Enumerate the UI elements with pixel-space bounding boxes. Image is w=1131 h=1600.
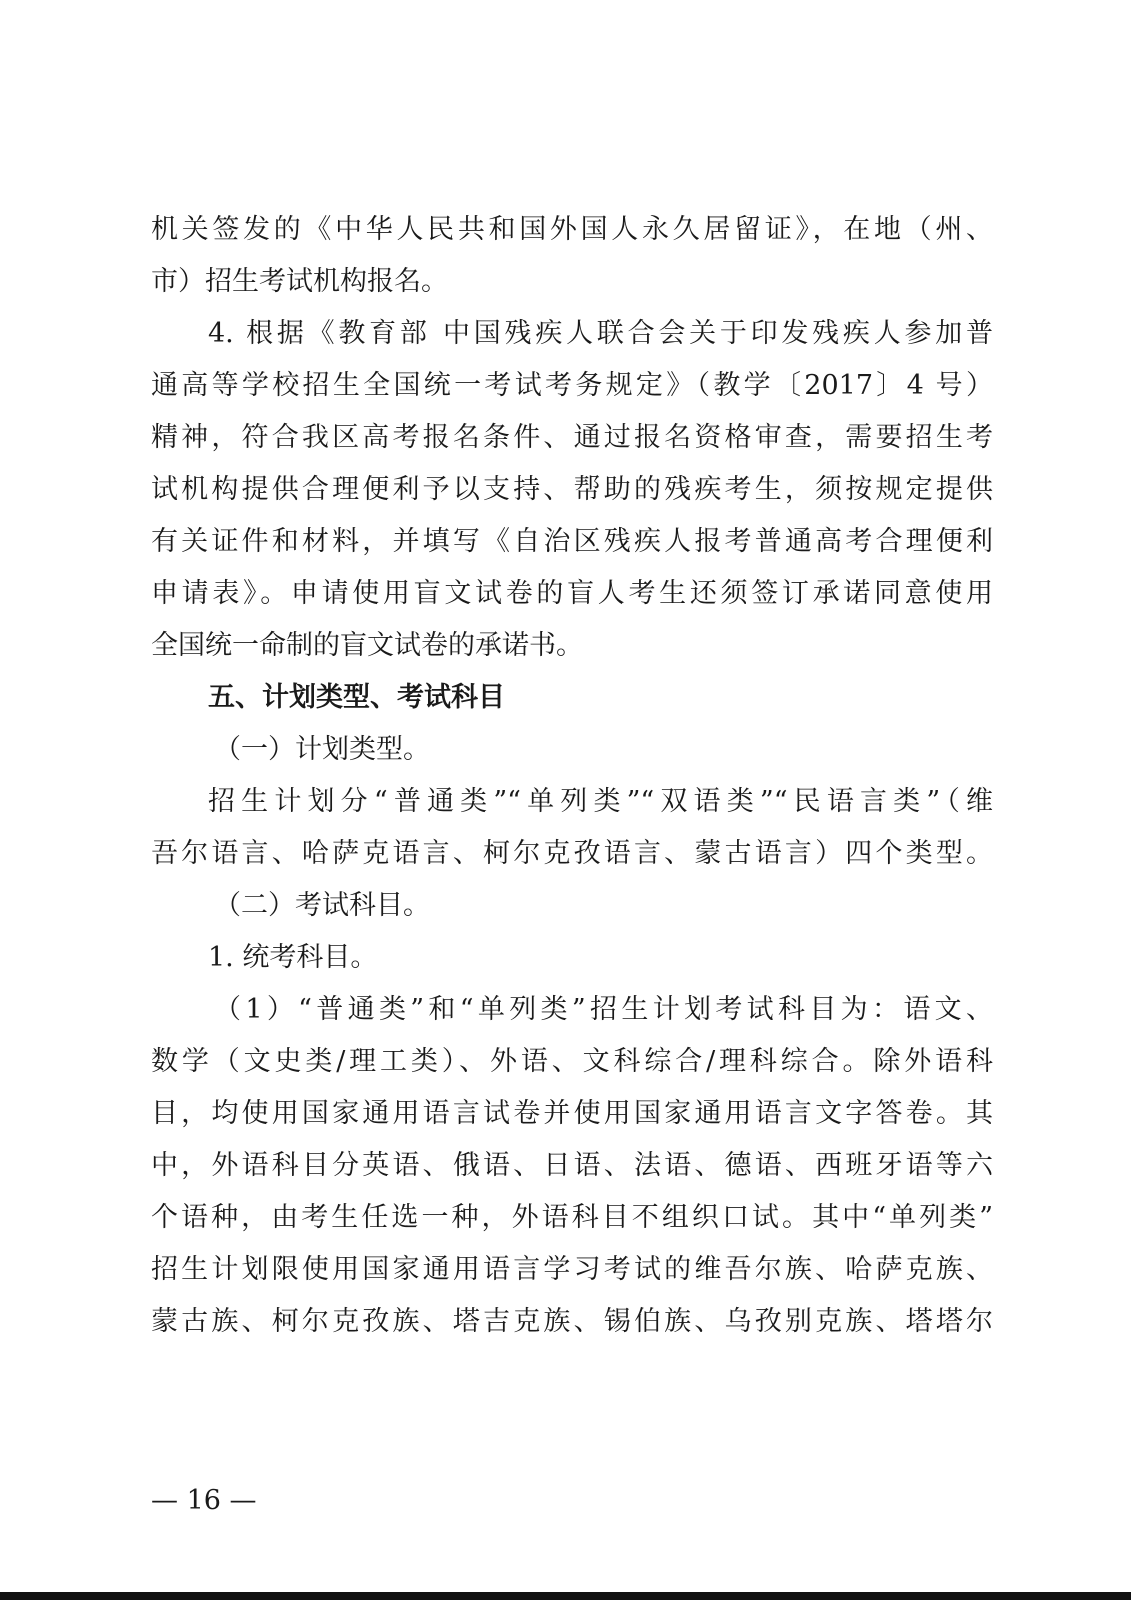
text-line-16: （1）“普通类”和“单列类”招生计划考试科目为：语文、 [214,994,993,1025]
text-line-22: 蒙古族、柯尔克孜族、塔吉克族、锡伯族、乌孜别克族、塔塔尔 [151,1306,993,1337]
text-line-7: 有关证件和材料，并填写《自治区残疾人报考普通高考合理便利 [151,526,993,557]
text-line-13: 吾尔语言、哈萨克语言、柯尔克孜语言、蒙古语言）四个类型。 [151,838,993,869]
text-line-12: 招生计划分“普通类”“单列类”“双语类”“民语言类”（维 [208,786,993,817]
text-line-6: 试机构提供合理便利予以支持、帮助的残疾考生，须按规定提供 [151,474,993,505]
text-line-8: 申请表》。申请使用盲文试卷的盲人考生还须签订承诺同意使用 [151,578,993,609]
subsection-heading-2: （二）考试科目。 [214,890,430,921]
text-line-21: 招生计划限使用国家通用语言学习考试的维吾尔族、哈萨克族、 [151,1254,993,1285]
text-line-1: 机关签发的《中华人民共和国外国人永久居留证》，在地（州、 [151,214,993,245]
text-line-2: 市）招生考试机构报名。 [151,266,448,297]
text-line-17: 数学（文史类/理工类）、外语、文科综合/理科综合。除外语科 [151,1046,993,1077]
bottom-edge-rule [0,1592,1131,1600]
section-heading: 五、计划类型、考试科目 [208,682,505,713]
text-line-15: 1. 统考科目。 [208,942,378,973]
text-line-5: 精神，符合我区高考报名条件、通过报名资格审查，需要招生考 [151,422,993,453]
subsection-heading-1: （一）计划类型。 [214,734,430,765]
text-line-4: 通高等学校招生全国统一考试考务规定》（教学〔2017〕4 号） [151,370,993,401]
page-number: — 16 — [151,1485,257,1516]
text-line-19: 中，外语科目分英语、俄语、日语、法语、德语、西班牙语等六 [151,1150,993,1181]
text-line-3: 4. 根据《教育部 中国残疾人联合会关于印发残疾人参加普 [208,318,993,349]
text-line-20: 个语种，由考生任选一种，外语科目不组织口试。其中“单列类” [151,1202,993,1233]
text-line-18: 目，均使用国家通用语言试卷并使用国家通用语言文字答卷。其 [151,1098,993,1129]
text-line-9: 全国统一命制的盲文试卷的承诺书。 [151,630,583,661]
